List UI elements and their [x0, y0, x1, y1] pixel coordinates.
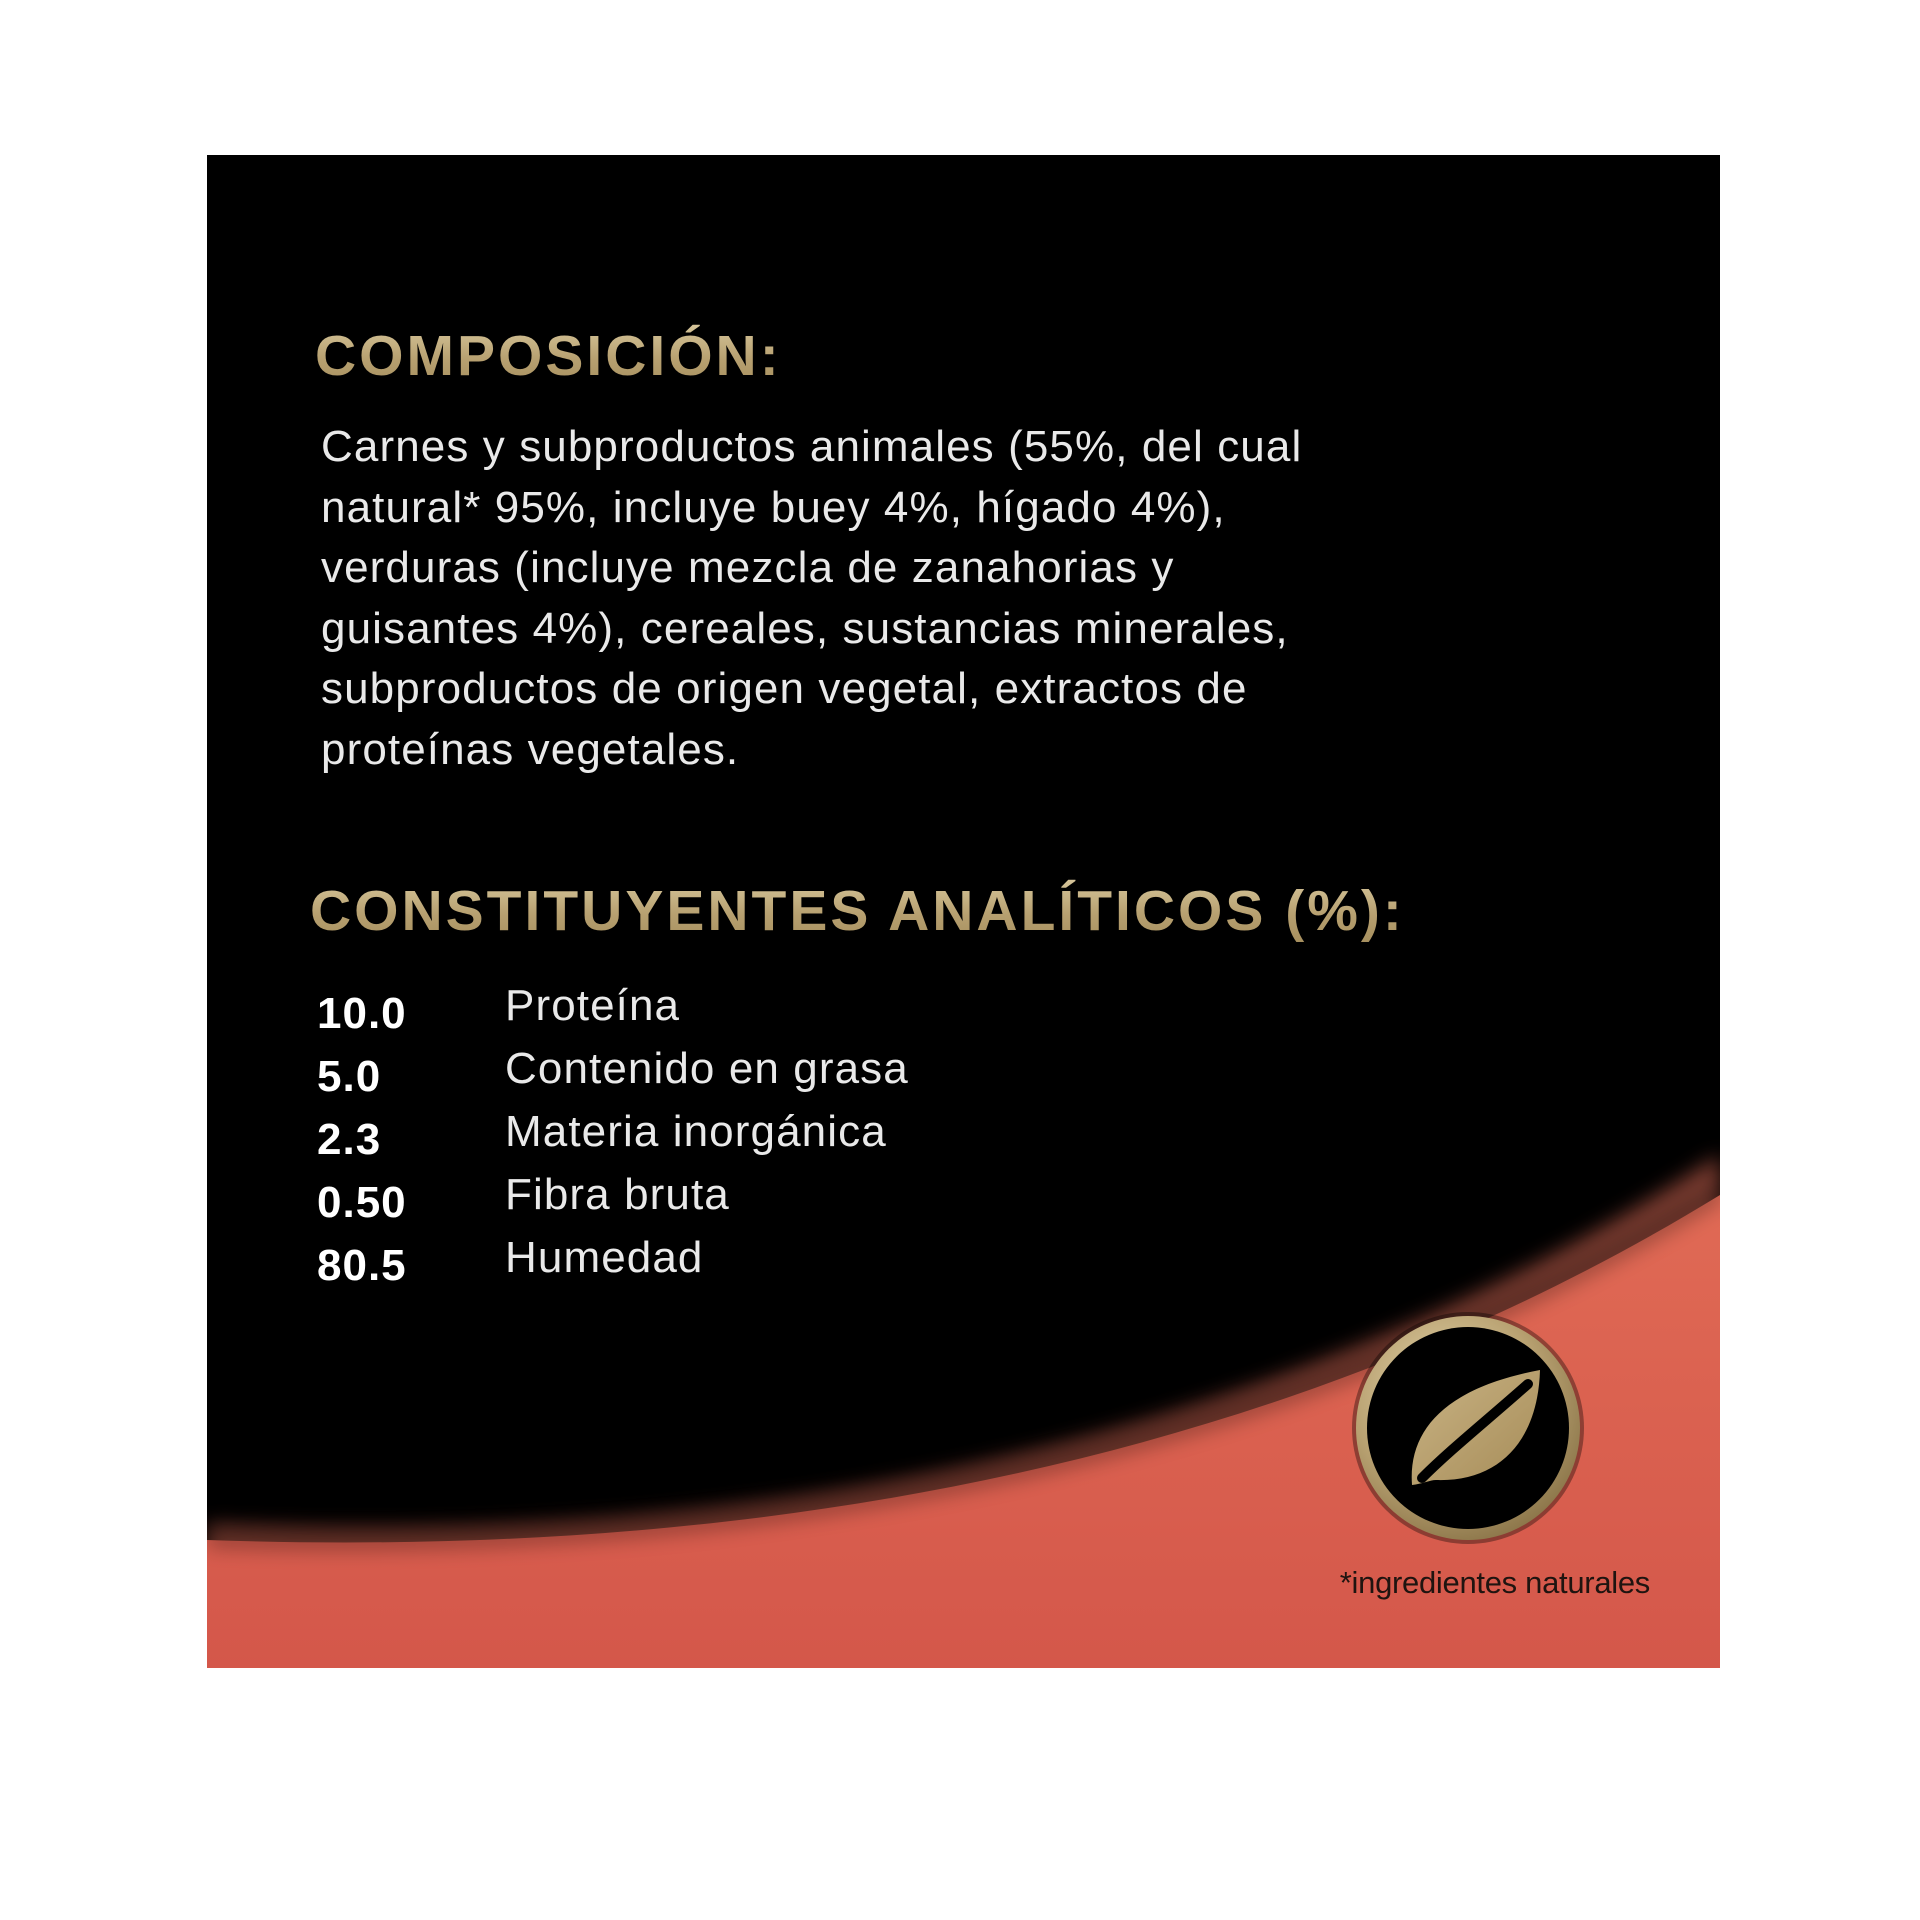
analytical-value: 2.3: [317, 1115, 382, 1164]
composition-line: natural* 95%, incluye buey 4%, hígado 4%),: [321, 482, 1226, 532]
leaf-icon: [1350, 1310, 1586, 1546]
analytical-value: 5.0: [317, 1052, 382, 1101]
analytical-label: Contenido en grasa: [505, 1044, 909, 1093]
analytical-label: Proteína: [505, 981, 681, 1030]
analytical-row: [317, 1044, 1217, 1107]
composition-line: Carnes y subproductos animales (55%, del cual: [321, 422, 1303, 471]
analytical-value: 80.5: [317, 1241, 407, 1290]
composition-line: verduras (incluye mezcla de zanahorias y: [321, 543, 1175, 592]
composition-heading: COMPOSICIÓN:: [315, 324, 782, 388]
analytical-value: 10.0: [317, 989, 407, 1038]
analytical-row: [317, 1233, 1217, 1296]
analytical-label: Fibra bruta: [505, 1170, 730, 1219]
composition-line: guisantes 4%), cereales, sustancias minerales,: [321, 603, 1289, 653]
analytical-table: [317, 981, 1217, 1296]
analytical-label: Materia inorgánica: [505, 1107, 887, 1156]
footnote: *ingredientes naturales: [1339, 1565, 1650, 1600]
composition-line: subproductos de origen vegetal, extractos de: [321, 664, 1248, 713]
analytical-heading: CONSTITUYENTES ANALÍTICOS (%):: [310, 879, 1405, 943]
analytical-row: [317, 981, 1217, 1044]
nutrition-panel: [207, 155, 1720, 1668]
analytical-row: [317, 1107, 1217, 1170]
analytical-value: 0.50: [317, 1178, 407, 1227]
analytical-label: Humedad: [505, 1233, 704, 1282]
analytical-row: [317, 1170, 1217, 1233]
composition-text: [321, 417, 1521, 780]
composition-line: proteínas vegetales.: [321, 724, 740, 774]
